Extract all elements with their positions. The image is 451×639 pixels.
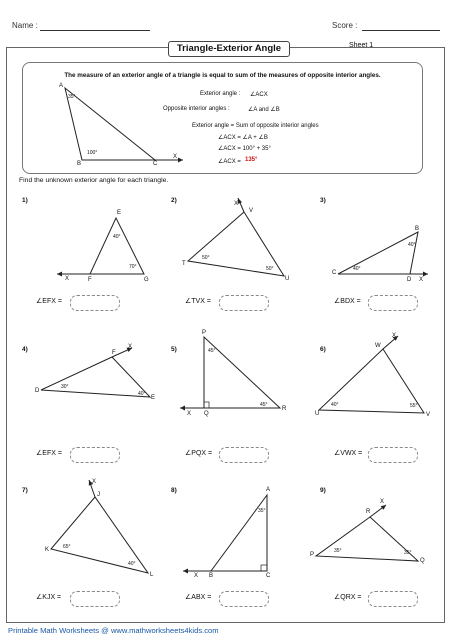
triangle-3 — [338, 232, 428, 277]
problem-2-angle-u: 50° — [266, 266, 274, 272]
problem-5-vertex-q: Q — [204, 411, 209, 417]
problem-4-angle-e: 40° — [138, 391, 146, 397]
problem-1-angle-top: 40° — [113, 234, 121, 240]
problem-5-angle-r: 45° — [260, 402, 268, 408]
exterior-angle-label: Exterior angle : — [200, 91, 241, 97]
problem-3-vertex-d: D — [407, 277, 412, 283]
solution-step-1: ∠ACX = ∠A + ∠B — [218, 135, 268, 141]
problem-7-ext-x: X — [92, 479, 97, 485]
problem-2-answer-label: ∠TVX = — [185, 298, 211, 305]
problem-8-vertex-b: B — [209, 573, 214, 579]
problem-8-vertex-a: A — [266, 487, 271, 493]
problem-7-answer-input[interactable] — [70, 591, 120, 607]
problem-9-answer-input[interactable] — [368, 591, 418, 607]
problem-2-vertex-t: T — [182, 261, 186, 267]
score-label: Score : — [332, 21, 358, 30]
problem-5-vertex-p: P — [202, 330, 207, 336]
problem-9-vertex-q: Q — [420, 558, 425, 564]
problem-7-angle-l: 40° — [128, 561, 136, 567]
problem-4-answer-label: ∠EFX = — [36, 450, 62, 457]
solution-step-3-lhs: ∠ACX = — [218, 159, 241, 165]
problem-4-angle-d: 30° — [61, 384, 69, 390]
problem-4-vertex-d: D — [35, 388, 40, 394]
problem-2-number: 2) — [171, 197, 177, 204]
problem-2-ext-x: X — [234, 201, 239, 207]
sheet-number: Sheet 1 — [349, 42, 374, 49]
example-ext-x: X — [173, 154, 178, 160]
problem-7-vertex-k: K — [45, 547, 50, 553]
problem-9-angle-p: 35° — [334, 548, 342, 554]
problem-1-number: 1) — [22, 197, 28, 204]
problem-6-vertex-u: U — [315, 411, 320, 417]
problem-4-answer-input[interactable] — [70, 447, 120, 463]
problem-7-angle-k: 65° — [63, 544, 71, 550]
problem-5-angle-p: 45° — [208, 348, 216, 354]
problem-1-vertex-g: G — [144, 277, 149, 283]
problem-6-ext-x: X — [392, 333, 397, 339]
problem-3-answer-label: ∠BDX = — [334, 298, 361, 305]
exterior-angle-value: ∠ACX — [250, 92, 268, 98]
problem-4-number: 4) — [22, 346, 28, 353]
problem-8-vertex-c: C — [266, 573, 271, 579]
triangle-2 — [188, 198, 284, 276]
problem-4-ext-x: X — [128, 344, 133, 350]
rule-statement: The measure of an exterior angle of a triangle is equal to sum of the measures of opposite interior angles. — [64, 72, 381, 79]
problem-6-vertex-v: V — [426, 412, 431, 418]
problem-3-number: 3) — [320, 197, 326, 204]
problem-5-vertex-r: R — [282, 406, 287, 412]
solution-step-2: ∠ACX = 100° + 35° — [218, 146, 271, 152]
problem-5-ext-x: X — [187, 411, 192, 417]
problem-1-vertex-f: F — [88, 277, 92, 283]
problem-8-angle-a: 35° — [258, 508, 266, 514]
problem-8-ext-x: X — [194, 573, 199, 579]
example-vertex-c: C — [153, 161, 158, 167]
example-angle-a: 35° — [68, 94, 76, 100]
problem-5-number: 5) — [171, 346, 177, 353]
problem-2-vertex-v: V — [249, 208, 254, 214]
problem-1-answer-label: ∠EFX = — [36, 298, 62, 305]
problem-1-ext-x: X — [65, 276, 70, 282]
example-vertex-a: A — [59, 83, 64, 89]
problem-9-angle-q: 35° — [404, 550, 412, 556]
problem-8-answer-input[interactable] — [219, 591, 269, 607]
footer-brand[interactable]: Printable Math Worksheets @ www.mathworksheets4kids.com — [8, 626, 219, 635]
example-vertex-b: B — [77, 161, 82, 167]
triangle-4 — [41, 348, 150, 397]
problem-9-number: 9) — [320, 487, 326, 494]
problem-2-answer-input[interactable] — [219, 295, 269, 311]
problem-7-vertex-l: L — [150, 572, 154, 578]
rule-formula: Exterior angle = Sum of opposite interior angles — [192, 123, 319, 129]
problem-5-answer-input[interactable] — [219, 447, 269, 463]
worksheet-title: Triangle-Exterior Angle — [168, 41, 290, 57]
problem-8-answer-label: ∠ABX = — [185, 594, 212, 601]
problem-3-angle-b: 40° — [408, 242, 416, 248]
problem-4-vertex-e: E — [151, 395, 156, 401]
problem-3-vertex-b: B — [415, 226, 420, 232]
problem-1-vertex-e: E — [117, 210, 122, 216]
problem-7-number: 7) — [22, 487, 28, 494]
triangle-8 — [183, 495, 267, 574]
problem-7-vertex-j: J — [97, 492, 100, 498]
triangle-5 — [180, 337, 280, 411]
problem-5-answer-label: ∠PQX = — [185, 450, 213, 457]
instructions: Find the unknown exterior angle for each triangle. — [19, 177, 169, 184]
problem-6-number: 6) — [320, 346, 326, 353]
example-angle-b: 100° — [87, 150, 98, 156]
problem-1-answer-input[interactable] — [70, 295, 120, 311]
problem-6-answer-label: ∠VWX = — [334, 450, 363, 457]
problem-1-angle-base: 70° — [129, 264, 137, 270]
problem-3-angle-c: 40° — [353, 266, 361, 272]
solution-step-3-answer: 135° — [245, 157, 258, 163]
problem-6-angle-u: 40° — [331, 402, 339, 408]
problem-9-vertex-p: P — [310, 552, 315, 558]
problem-3-vertex-c: C — [332, 270, 337, 276]
problem-7-answer-label: ∠KJX = — [36, 594, 62, 601]
opposite-angles-label: Opposite interior angles : — [163, 106, 230, 112]
problem-4-vertex-f: F — [112, 350, 116, 356]
problem-6-angle-v: 55° — [410, 403, 418, 409]
problem-9-ext-x: X — [380, 499, 385, 505]
problem-6-answer-input[interactable] — [368, 447, 418, 463]
problem-9-vertex-r: R — [366, 509, 371, 515]
problem-2-angle-t: 50° — [202, 255, 210, 261]
problem-3-ext-x: X — [419, 277, 424, 283]
name-label: Name : — [12, 21, 38, 30]
problem-2-vertex-u: U — [285, 276, 290, 282]
problem-3-answer-input[interactable] — [368, 295, 418, 311]
opposite-angles-value: ∠A and ∠B — [248, 107, 280, 113]
problem-8-number: 8) — [171, 487, 177, 494]
problem-9-answer-label: ∠QRX = — [334, 594, 362, 601]
problem-6-vertex-w: W — [375, 343, 381, 349]
